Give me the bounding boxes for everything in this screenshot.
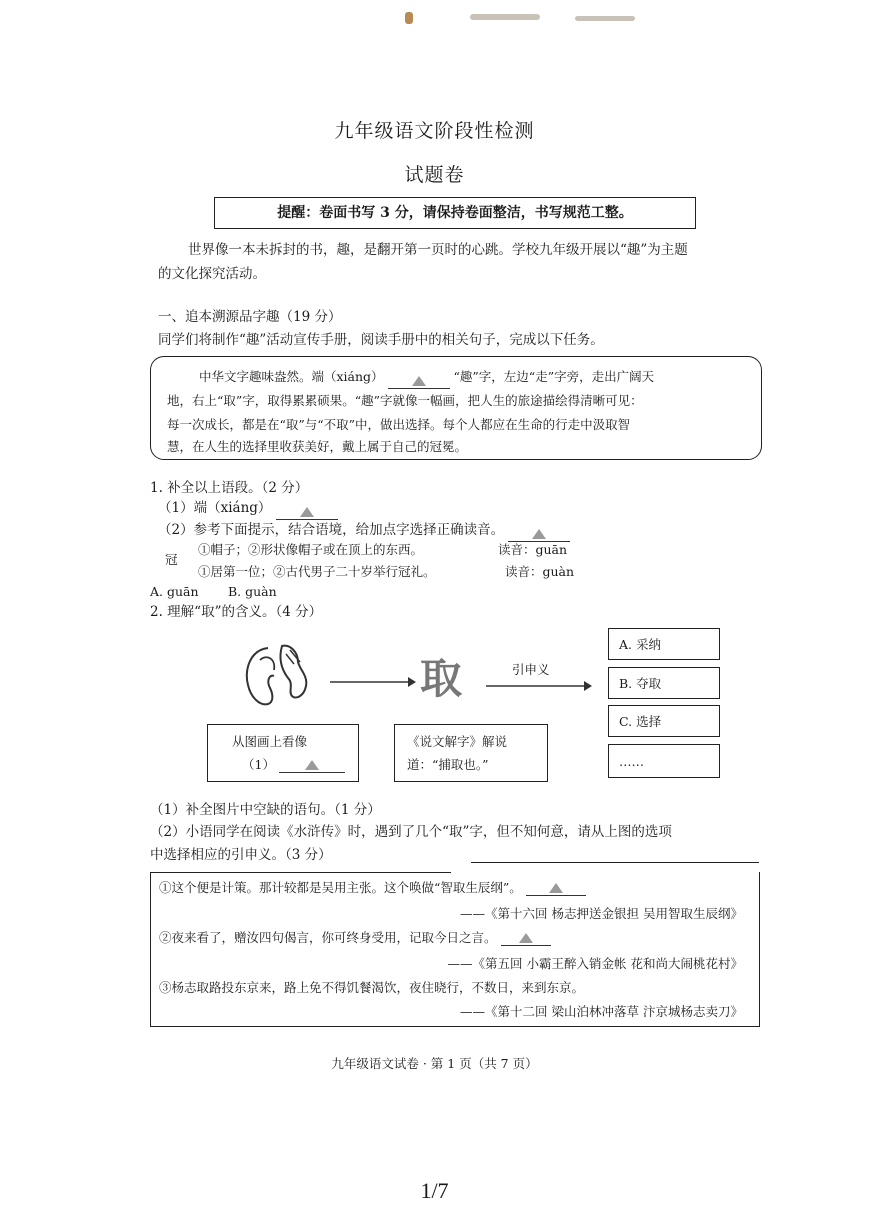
hint-reading: 读音：guān [498, 542, 568, 557]
answer-blank[interactable] [526, 879, 586, 896]
meaning-option-b: B. 夺取 [608, 667, 720, 699]
question-text: 中选择相应的引申义。（3 分） [150, 847, 332, 863]
answer-blank[interactable] [279, 756, 345, 773]
page-title: 九年级语文阶段性检测 [334, 120, 535, 142]
intro-line: 世界像一本未拆封的书，趣，是翻开第一页时的心跳。学校九年级开展以“趣”为主题 [188, 242, 688, 258]
hint-reading: 读音：guàn [505, 564, 575, 579]
triangle-marker-icon [519, 933, 533, 943]
passage-text: 每一次成长，都是在“取”与“不取”中，做出选择。每个人都应在生命的行走中汲取智 [167, 417, 631, 432]
passage-text: 慧，在人生的选择里收获美好，戴上属于自己的冠冕。 [167, 439, 468, 454]
quote-text: ②夜来看了，赠汝四句偈言，你可终身受用，记取今日之言。 [159, 930, 497, 945]
passage-text: “趣”字，左边“走”字旁，走出广阔天 [453, 369, 655, 384]
reminder-label: 提醒： [277, 205, 320, 221]
big-character: 取 [420, 654, 463, 703]
arrow-label: 引申义 [512, 662, 550, 677]
reminder-text: 卷面书写 3 分，请保持卷面整洁，书写规范工整。 [319, 205, 633, 221]
shuowen-explanation-box [394, 724, 548, 782]
section-heading: 一、追本溯源品字趣（19 分） [158, 309, 342, 325]
arrow-icon [328, 674, 418, 690]
page-subtitle: 试题卷 [404, 164, 465, 186]
triangle-marker-icon [532, 529, 546, 539]
box-text: 从图画上看像 [232, 734, 308, 749]
quotes-box [150, 872, 760, 1027]
ear-hand-drawing-icon [238, 640, 318, 710]
meaning-option-c: C. 选择 [608, 705, 720, 737]
option-b: B. guàn [228, 584, 277, 599]
triangle-marker-icon [549, 883, 563, 893]
intro-line: 的文化探究活动。 [158, 266, 266, 282]
quote-source: ——《第十二回 梁山泊林冲落草 汴京城杨志卖刀》 [460, 1004, 743, 1019]
box-text: （1） [242, 757, 275, 772]
triangle-marker-icon [412, 376, 426, 386]
quote-text: ③杨志取路投东京来，路上免不得饥餐渴饮，夜住晓行，不数日，来到东京。 [159, 980, 585, 995]
character-label: 冠 [165, 552, 178, 567]
meaning-option-a: A. 采纳 [608, 628, 720, 660]
passage-text: 中华文字趣味盎然。端（xiáng） [199, 369, 384, 384]
box-text: 道：“捕取也。” [407, 757, 489, 772]
scan-smudge [405, 12, 413, 24]
answer-blank[interactable] [501, 929, 551, 946]
question-text: （2）小语同学在阅读《水浒传》时，遇到了几个“取”字，但不知何意，请从上图的选项 [150, 824, 672, 840]
hint-text: ①帽子；②形状像帽子或在顶上的东西。 [198, 542, 424, 557]
arrow-icon [484, 678, 594, 694]
question-title: 2. 理解“取”的含义。（4 分） [150, 604, 323, 620]
question-title: 1. 补全以上语段。（2 分） [150, 480, 309, 496]
quote-text: ①这个便是计策。那计较都是吴用主张。这个唤做“智取生辰纲”。 [159, 880, 522, 895]
box-text: 《说文解字》解说 [407, 734, 508, 749]
passage-text: 地，右上“取”字，取得累累硕果。“趣”字就像一幅画，把人生的旅途描绘得清晰可见： [167, 393, 643, 408]
question-text: （1）端（xiáng） [158, 500, 272, 516]
section-description: 同学们将制作“趣”活动宣传手册，阅读手册中的相关句子，完成以下任务。 [158, 332, 604, 348]
image-explanation-box [207, 724, 359, 782]
reminder-box [214, 197, 696, 229]
triangle-marker-icon [300, 507, 314, 517]
option-a: A. guān [150, 584, 199, 599]
page-counter: 1/7 [420, 1178, 449, 1203]
quote-source: ——《第十六回 杨志押送金银担 吴用智取生辰纲》 [460, 906, 743, 921]
triangle-marker-icon [305, 760, 319, 770]
answer-blank[interactable] [388, 372, 450, 389]
page-footer: 九年级语文试卷 · 第 1 页（共 7 页） [331, 1056, 538, 1071]
passage-box [150, 356, 762, 460]
hint-text: ①居第一位；②古代男子二十岁举行冠礼。 [198, 564, 436, 579]
quote-source: ——《第五回 小霸王醉入销金帐 花和尚大闹桃花村》 [447, 956, 743, 971]
question-text: （2）参考下面提示，结合语境，给加点字选择正确读音。 [158, 522, 505, 538]
scan-smudge [575, 16, 635, 21]
meaning-option-more: …… [608, 744, 720, 778]
scan-smudge [470, 14, 540, 20]
question-text: （1）补全图片中空缺的语句。（1 分） [150, 802, 381, 818]
